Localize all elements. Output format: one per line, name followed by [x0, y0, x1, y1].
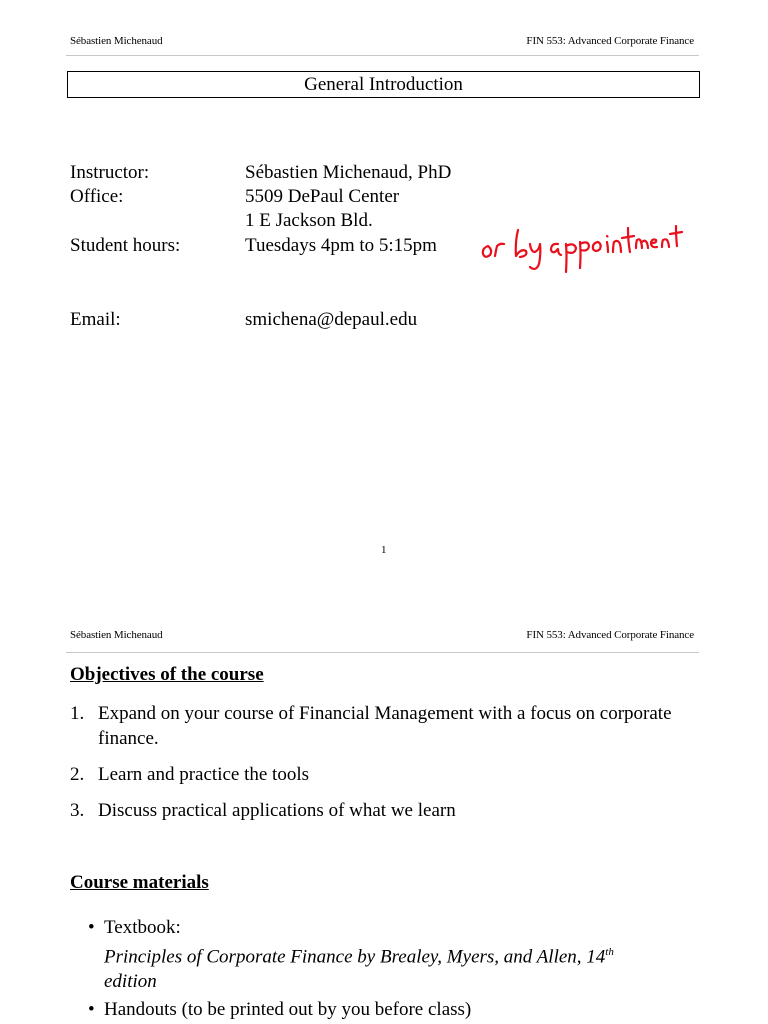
page-number: 1	[381, 544, 387, 556]
objective-number: 3.	[70, 800, 85, 821]
textbook-edition: edition	[104, 971, 157, 993]
objective-item	[70, 762, 700, 787]
header-divider-page2	[66, 652, 699, 653]
value-instructor: Sébastien Michenaud, PhD	[245, 162, 452, 183]
objective-text: Learn and practice the tools	[98, 764, 310, 785]
header-author: Sébastien Michenaud	[70, 35, 163, 47]
textbook-superscript: th	[605, 946, 614, 958]
header-divider	[66, 55, 699, 56]
label-instructor: Instructor:	[70, 162, 150, 183]
objectives-heading: Objectives of the course	[70, 664, 264, 685]
objective-number: 1.	[70, 703, 85, 724]
objective-item	[70, 701, 700, 751]
objective-text: Expand on your course of Financial Management with a focus on corporate finance.	[98, 703, 672, 749]
objective-item	[70, 798, 700, 823]
value-office: 5509 DePaul Center	[245, 186, 400, 207]
label-email: Email:	[70, 309, 121, 330]
materials-item-textbook	[88, 915, 708, 991]
value-office-address: 1 E Jackson Bld.	[245, 210, 373, 231]
page-title: General Introduction	[67, 71, 700, 98]
materials-item-handouts	[88, 997, 708, 1022]
handouts-text: Handouts (to be printed out by you before class)	[104, 999, 472, 1020]
header-course-page2: FIN 553: Advanced Corporate Finance	[526, 629, 694, 641]
label-office: Office:	[70, 186, 124, 207]
value-student-hours: Tuesdays 4pm to 5:15pm	[245, 235, 437, 256]
bullet-icon: •	[88, 917, 95, 938]
label-student-hours: Student hours:	[70, 235, 181, 256]
objective-number: 2.	[70, 764, 85, 785]
value-email[interactable]: smichena@depaul.edu	[245, 309, 418, 330]
bullet-icon: •	[88, 999, 95, 1020]
textbook-label: Textbook:	[104, 917, 181, 938]
materials-heading: Course materials	[70, 872, 209, 893]
handwritten-annotation	[478, 222, 690, 278]
header-author-page2: Sébastien Michenaud	[70, 629, 163, 641]
header-course: FIN 553: Advanced Corporate Finance	[526, 35, 694, 47]
objective-text: Discuss practical applications of what we learn	[98, 800, 456, 821]
textbook-title: Principles of Corporate Finance by Brealey, Myers, and Allen, 14	[104, 946, 606, 968]
